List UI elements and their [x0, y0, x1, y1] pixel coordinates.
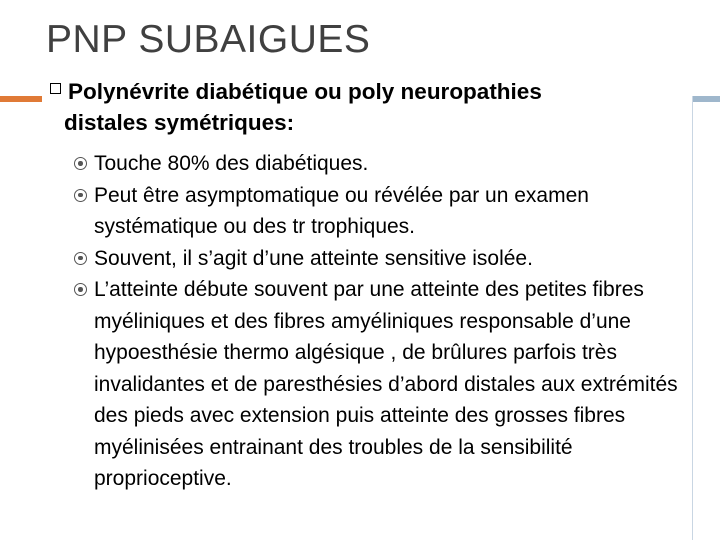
top-rule	[692, 96, 720, 102]
square-bullet-icon	[50, 83, 61, 94]
main-heading-line2: distales symétriques:	[64, 110, 295, 135]
accent-bar	[0, 96, 42, 102]
main-heading-item	[50, 76, 690, 138]
list-item	[74, 243, 684, 275]
list-item	[74, 274, 684, 495]
list-item-text: Souvent, il s’agit d’une atteinte sensitive isolée.	[94, 246, 533, 270]
circle-bullet-icon	[74, 283, 87, 296]
main-heading	[64, 76, 690, 138]
list-item	[74, 180, 684, 243]
slide-title: PNP SUBAIGUES	[46, 18, 371, 61]
list-item-text: L’atteinte débute souvent par une atteinte des petites fibres myéliniques et des fibres amyéliniques responsable d’une hypoesthésie thermo algésique , de brûlures parfois très invalidantes et de paresthésies d’abord distales aux extrémités des pieds avec extension puis atteinte des grosses fibres myélinisées entrainant des troubles de la sensibilité proprioceptive.	[94, 278, 678, 490]
right-rule	[692, 96, 693, 540]
list-item	[74, 148, 684, 180]
list-item-text: Touche 80% des diabétiques.	[94, 152, 369, 175]
circle-bullet-icon	[74, 189, 87, 202]
main-heading-line1: Polynévrite diabétique ou poly neuropathies	[68, 79, 542, 104]
circle-bullet-icon	[74, 252, 87, 265]
bullet-list	[74, 148, 684, 495]
list-item-text: Peut être asymptomatique ou révélée par un examen systématique ou des tr trophiques.	[94, 183, 589, 238]
circle-bullet-icon	[74, 157, 87, 170]
